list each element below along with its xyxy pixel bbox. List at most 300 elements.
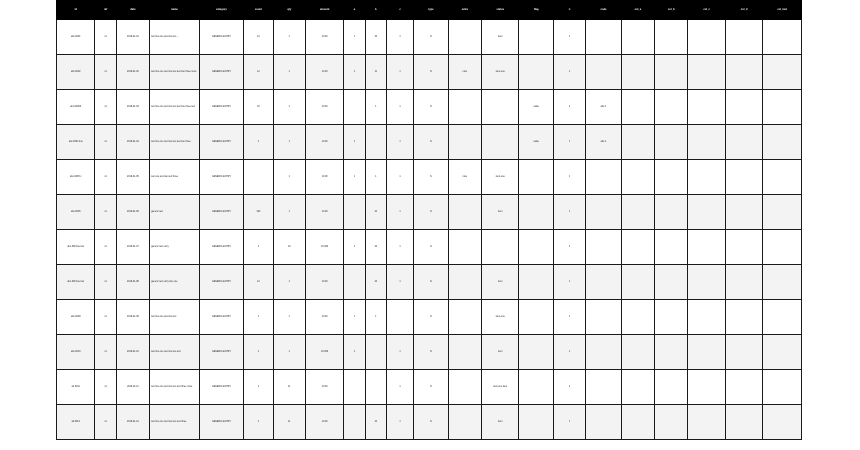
table-cell[interactable] <box>448 125 481 160</box>
table-row[interactable] <box>57 370 802 405</box>
table-cell[interactable] <box>725 195 762 230</box>
table-cell[interactable]: 2019-01-06 <box>116 195 149 230</box>
table-cell[interactable]: abc-000 line two <box>57 230 95 265</box>
table-cell[interactable]: 1 <box>273 19 305 55</box>
table-row[interactable] <box>57 335 802 370</box>
table-cell[interactable]: 2019-01-04 <box>116 125 149 160</box>
table-cell[interactable] <box>621 370 654 405</box>
table-cell[interactable]: 1 <box>344 335 365 370</box>
table-cell[interactable] <box>448 370 481 405</box>
table-cell[interactable]: value <box>519 90 553 125</box>
table-cell[interactable]: GENERIC-ENTRY <box>199 335 244 370</box>
table-cell[interactable] <box>448 265 481 300</box>
table-cell[interactable]: item-one item <box>482 370 519 405</box>
table-cell[interactable] <box>688 370 725 405</box>
table-cell[interactable]: 1 <box>244 125 273 160</box>
column-header[interactable]: code <box>586 1 621 20</box>
table-cell[interactable]: item-one <box>482 55 519 90</box>
table-cell[interactable] <box>725 370 762 405</box>
table-cell[interactable] <box>519 370 553 405</box>
table-cell[interactable]: abc-1 <box>586 125 621 160</box>
column-header[interactable]: col_last <box>763 1 802 20</box>
table-cell[interactable]: x1 <box>95 230 116 265</box>
table-cell[interactable]: GENERIC-ENTRY <box>199 19 244 55</box>
table-cell[interactable]: 1 <box>273 195 305 230</box>
table-cell[interactable]: abc-0004 line <box>57 125 95 160</box>
table-cell[interactable]: abc-1 <box>586 90 621 125</box>
table-cell[interactable]: 1 <box>365 160 386 195</box>
table-cell[interactable] <box>365 125 386 160</box>
column-header[interactable]: col_a <box>621 1 654 20</box>
column-header[interactable]: extra <box>448 1 481 20</box>
table-cell[interactable]: 1 <box>273 125 305 160</box>
table-cell[interactable]: 1 <box>273 335 305 370</box>
column-header[interactable]: category <box>199 1 244 20</box>
table-cell[interactable] <box>482 125 519 160</box>
table-cell[interactable]: 1 <box>365 90 386 125</box>
table-cell[interactable] <box>725 125 762 160</box>
table-cell[interactable] <box>448 90 481 125</box>
table-cell[interactable]: N <box>414 405 448 440</box>
column-header[interactable]: amount <box>305 1 343 20</box>
table-cell[interactable] <box>688 300 725 335</box>
table-cell[interactable]: 1 <box>386 55 413 90</box>
table-cell[interactable]: 1 <box>344 125 365 160</box>
table-cell[interactable]: 1 <box>273 300 305 335</box>
table-cell[interactable] <box>725 300 762 335</box>
table-cell[interactable] <box>655 160 688 195</box>
column-header[interactable]: status <box>482 1 519 20</box>
table-cell[interactable] <box>519 265 553 300</box>
table-cell[interactable] <box>688 335 725 370</box>
table-cell[interactable] <box>482 230 519 265</box>
table-cell[interactable] <box>763 370 802 405</box>
table-cell[interactable]: 1 <box>553 125 585 160</box>
table-cell[interactable] <box>586 230 621 265</box>
table-cell[interactable]: 12 <box>244 265 273 300</box>
table-cell[interactable] <box>763 19 802 55</box>
table-cell[interactable]: 1 <box>553 265 585 300</box>
table-cell[interactable]: N <box>414 19 448 55</box>
table-cell[interactable]: 1 <box>386 90 413 125</box>
table-cell[interactable] <box>586 19 621 55</box>
table-cell[interactable] <box>519 230 553 265</box>
table-cell[interactable]: GENERIC-ENTRY <box>199 90 244 125</box>
table-cell[interactable]: 1 <box>386 265 413 300</box>
table-cell[interactable] <box>586 195 621 230</box>
table-cell[interactable]: 100 <box>244 195 273 230</box>
table-cell[interactable]: abc-0010 <box>57 335 95 370</box>
table-cell[interactable] <box>655 230 688 265</box>
table-cell[interactable] <box>725 265 762 300</box>
table-cell[interactable] <box>763 125 802 160</box>
table-cell[interactable] <box>688 19 725 55</box>
table-cell[interactable] <box>519 335 553 370</box>
table-cell[interactable]: generic text <box>150 195 200 230</box>
table-cell[interactable]: 1 <box>386 230 413 265</box>
table-cell[interactable] <box>344 370 365 405</box>
data-table <box>56 0 802 440</box>
table-row[interactable] <box>57 195 802 230</box>
table-cell[interactable]: item <box>482 405 519 440</box>
table-cell[interactable]: 1 <box>553 19 585 55</box>
table-cell[interactable]: text line one text line two text three <box>150 405 200 440</box>
table-cell[interactable]: x1 <box>95 19 116 55</box>
table-cell[interactable] <box>448 335 481 370</box>
table-cell[interactable] <box>763 335 802 370</box>
table-cell[interactable]: 12 <box>244 19 273 55</box>
table-cell[interactable]: generic text entry line one <box>150 265 200 300</box>
column-header[interactable]: col_c <box>688 1 725 20</box>
table-cell[interactable]: 1 <box>386 19 413 55</box>
table-cell[interactable]: 1 <box>553 370 585 405</box>
table-cell[interactable] <box>725 19 762 55</box>
table-cell[interactable] <box>448 405 481 440</box>
table-cell[interactable]: 10.00 <box>305 19 343 55</box>
table-cell[interactable]: N <box>414 230 448 265</box>
table-cell[interactable]: N <box>414 370 448 405</box>
table-row[interactable] <box>57 125 802 160</box>
table-cell[interactable]: abc-0005 x <box>57 160 95 195</box>
column-header[interactable]: col_d <box>725 1 762 20</box>
table-cell[interactable] <box>655 300 688 335</box>
table-cell[interactable]: item-one <box>482 160 519 195</box>
table-cell[interactable] <box>586 265 621 300</box>
table-cell[interactable] <box>621 405 654 440</box>
table-cell[interactable]: 2019-01-02 <box>116 55 149 90</box>
column-header[interactable]: count <box>244 1 273 20</box>
table-cell[interactable] <box>725 335 762 370</box>
table-cell[interactable] <box>519 300 553 335</box>
table-cell[interactable] <box>763 405 802 440</box>
table-cell[interactable] <box>763 160 802 195</box>
table-cell[interactable] <box>655 405 688 440</box>
table-cell[interactable] <box>688 160 725 195</box>
table-cell[interactable]: 2019-01-05 <box>116 160 149 195</box>
table-cell[interactable] <box>586 55 621 90</box>
table-cell[interactable]: GENERIC-ENTRY <box>199 300 244 335</box>
table-cell[interactable]: N <box>414 335 448 370</box>
table-cell[interactable]: 2019-01-10 <box>116 335 149 370</box>
table-cell[interactable]: ab 0011 <box>57 370 95 405</box>
table-cell[interactable]: 1 <box>273 55 305 90</box>
table-cell[interactable]: item <box>482 195 519 230</box>
table-cell[interactable]: text line one text line two text line three <box>150 125 200 160</box>
table-cell[interactable]: x1 <box>95 90 116 125</box>
table-cell[interactable]: x1 <box>95 370 116 405</box>
table-cell[interactable] <box>688 125 725 160</box>
table-cell[interactable]: GENERIC-ENTRY <box>199 370 244 405</box>
table-cell[interactable]: text one text two text three <box>150 160 200 195</box>
table-cell[interactable] <box>519 55 553 90</box>
table-cell[interactable] <box>386 300 413 335</box>
table-cell[interactable]: 1 <box>553 335 585 370</box>
table-cell[interactable]: 10.00 <box>305 265 343 300</box>
table-cell[interactable] <box>344 90 365 125</box>
table-cell[interactable] <box>482 90 519 125</box>
table-cell[interactable]: N <box>414 55 448 90</box>
table-row[interactable] <box>57 19 802 55</box>
table-cell[interactable]: x1 <box>95 405 116 440</box>
table-cell[interactable]: text line one text line two text line three more <box>150 55 200 90</box>
table-cell[interactable]: 1 <box>273 90 305 125</box>
table-cell[interactable]: 1 <box>273 160 305 195</box>
table-cell[interactable]: abc-000 line two <box>57 265 95 300</box>
column-header[interactable]: name <box>150 1 200 20</box>
table-cell[interactable] <box>344 405 365 440</box>
table-cell[interactable]: abc-00003 <box>57 90 95 125</box>
table-cell[interactable]: GENERIC-ENTRY <box>199 195 244 230</box>
table-cell[interactable]: 10.00 <box>305 55 343 90</box>
column-header[interactable]: b <box>365 1 386 20</box>
table-cell[interactable]: 1 <box>273 265 305 300</box>
table-cell[interactable]: 1 <box>386 125 413 160</box>
table-cell[interactable]: item <box>482 265 519 300</box>
table-cell[interactable]: N <box>414 160 448 195</box>
table-cell[interactable]: 1 <box>244 335 273 370</box>
table-cell[interactable] <box>621 160 654 195</box>
column-header[interactable]: qty <box>273 1 305 20</box>
table-cell[interactable] <box>688 265 725 300</box>
table-cell[interactable] <box>621 230 654 265</box>
table-cell[interactable]: 11 <box>273 405 305 440</box>
table-cell[interactable] <box>519 160 553 195</box>
table-cell[interactable]: 1 <box>344 230 365 265</box>
table-cell[interactable]: x1 <box>95 55 116 90</box>
table-cell[interactable] <box>763 90 802 125</box>
table-cell[interactable] <box>725 55 762 90</box>
table-cell[interactable]: 1 <box>553 195 585 230</box>
table-cell[interactable] <box>586 300 621 335</box>
table-cell[interactable] <box>586 370 621 405</box>
table-cell[interactable] <box>365 370 386 405</box>
table-cell[interactable] <box>621 300 654 335</box>
table-row[interactable] <box>57 90 802 125</box>
column-header[interactable]: col_b <box>655 1 688 20</box>
table-cell[interactable]: GENERIC-ENTRY <box>199 265 244 300</box>
table-cell[interactable] <box>344 265 365 300</box>
table-cell[interactable]: 1 <box>553 160 585 195</box>
table-cell[interactable]: 1 <box>386 370 413 405</box>
table-row[interactable] <box>57 265 802 300</box>
table-cell[interactable]: GENERIC-ENTRY <box>199 405 244 440</box>
table-cell[interactable]: 10 <box>365 265 386 300</box>
table-cell[interactable]: 12 <box>244 55 273 90</box>
table-cell[interactable]: abc-0002 <box>57 55 95 90</box>
table-cell[interactable]: 10 <box>365 230 386 265</box>
table-cell[interactable] <box>655 125 688 160</box>
table-cell[interactable]: 10 <box>244 90 273 125</box>
table-cell[interactable] <box>688 195 725 230</box>
table-cell[interactable]: GENERIC-ENTRY <box>199 230 244 265</box>
table-cell[interactable] <box>725 230 762 265</box>
table-cell[interactable] <box>448 230 481 265</box>
table-cell[interactable]: text line one text line two text <box>150 335 200 370</box>
table-cell[interactable]: abc-0001 <box>57 19 95 55</box>
table-cell[interactable]: 2019-01-12 <box>116 405 149 440</box>
table-cell[interactable]: 1 <box>553 405 585 440</box>
table-cell[interactable]: 1 <box>244 230 273 265</box>
table-cell[interactable] <box>655 335 688 370</box>
table-cell[interactable]: 1 <box>244 370 273 405</box>
table-cell[interactable] <box>688 55 725 90</box>
table-cell[interactable] <box>763 265 802 300</box>
table-cell[interactable] <box>344 195 365 230</box>
column-header[interactable]: c <box>386 1 413 20</box>
table-cell[interactable] <box>519 19 553 55</box>
table-body <box>57 19 802 440</box>
table-cell[interactable]: item <box>482 19 519 55</box>
table-cell[interactable]: 1 <box>553 90 585 125</box>
table-cell[interactable]: 1 <box>344 300 365 335</box>
table-cell[interactable] <box>655 370 688 405</box>
table-cell[interactable] <box>655 55 688 90</box>
table-cell[interactable]: 1 <box>386 335 413 370</box>
table-cell[interactable]: 2019-01-09 <box>116 300 149 335</box>
table-cell[interactable] <box>621 125 654 160</box>
table-cell[interactable]: 10.00 <box>305 195 343 230</box>
table-cell[interactable]: 10 <box>365 195 386 230</box>
table-cell[interactable] <box>365 335 386 370</box>
table-cell[interactable] <box>519 405 553 440</box>
table-cell[interactable]: GENERIC-ENTRY <box>199 160 244 195</box>
table-cell[interactable] <box>448 195 481 230</box>
table-cell[interactable] <box>448 300 481 335</box>
table-cell[interactable]: 1 <box>244 300 273 335</box>
table-cell[interactable]: item <box>482 335 519 370</box>
table-row[interactable] <box>57 160 802 195</box>
table-cell[interactable]: 10 <box>273 230 305 265</box>
table-cell[interactable]: 1 <box>365 300 386 335</box>
table-cell[interactable]: 2019-01-07 <box>116 230 149 265</box>
table-cell[interactable]: 1 <box>553 230 585 265</box>
column-header[interactable]: id <box>57 1 95 20</box>
table-cell[interactable]: 1 <box>344 160 365 195</box>
table-cell[interactable]: 1 <box>344 19 365 55</box>
table-cell[interactable]: x1 <box>95 125 116 160</box>
table-cell[interactable]: text line one text line two text line three text <box>150 90 200 125</box>
table-cell[interactable]: 2019-01-03 <box>116 90 149 125</box>
table-cell[interactable]: 1 <box>386 405 413 440</box>
table-cell[interactable]: 2019-01-08 <box>116 265 149 300</box>
table-cell[interactable] <box>621 265 654 300</box>
table-cell[interactable] <box>725 405 762 440</box>
table-cell[interactable]: generic text entry <box>150 230 200 265</box>
column-header[interactable]: a <box>344 1 365 20</box>
table-cell[interactable]: x1 <box>95 335 116 370</box>
table-cell[interactable]: N <box>414 90 448 125</box>
table-cell[interactable] <box>586 160 621 195</box>
table-cell[interactable] <box>655 90 688 125</box>
table-cell[interactable]: text line one text line two text three more <box>150 370 200 405</box>
table-cell[interactable]: GENERIC-ENTRY <box>199 125 244 160</box>
column-header[interactable]: type <box>414 1 448 20</box>
table-cell[interactable] <box>244 160 273 195</box>
table-row[interactable] <box>57 55 802 90</box>
table-cell[interactable]: ab 0012 <box>57 405 95 440</box>
table-cell[interactable]: 1 <box>244 405 273 440</box>
table-cell[interactable]: 1 <box>553 55 585 90</box>
table-cell[interactable] <box>621 195 654 230</box>
table-cell[interactable]: note <box>448 55 481 90</box>
table-cell[interactable]: 10.000 <box>305 230 343 265</box>
table-cell[interactable]: 2019-01-11 <box>116 370 149 405</box>
table-cell[interactable]: 11 <box>365 55 386 90</box>
column-header[interactable]: n <box>553 1 585 20</box>
table-cell[interactable]: 1 <box>386 160 413 195</box>
table-cell[interactable] <box>763 300 802 335</box>
table-cell[interactable]: 10 <box>365 19 386 55</box>
table-cell[interactable]: text line one text line two <box>150 300 200 335</box>
table-cell[interactable] <box>448 19 481 55</box>
table-cell[interactable]: N <box>414 125 448 160</box>
table-cell[interactable]: x1 <box>95 160 116 195</box>
table-cell[interactable]: 10 <box>365 405 386 440</box>
table-row[interactable] <box>57 230 802 265</box>
column-header[interactable]: ref <box>95 1 116 20</box>
table-cell[interactable]: 1 <box>344 55 365 90</box>
table-cell[interactable] <box>621 90 654 125</box>
table-cell[interactable] <box>621 335 654 370</box>
table-cell[interactable]: abc-0009 <box>57 300 95 335</box>
table-cell[interactable]: 1 <box>553 300 585 335</box>
table-cell[interactable] <box>763 230 802 265</box>
table-cell[interactable]: 10.000 <box>305 335 343 370</box>
table-cell[interactable] <box>621 55 654 90</box>
table-cell[interactable]: 10.00 <box>305 300 343 335</box>
table-cell[interactable]: x1 <box>95 265 116 300</box>
table-cell[interactable]: 10.00 <box>305 405 343 440</box>
table-cell[interactable]: item-one <box>482 300 519 335</box>
column-header[interactable]: date <box>116 1 149 20</box>
table-cell[interactable] <box>655 265 688 300</box>
column-header[interactable]: flag <box>519 1 553 20</box>
table-cell[interactable]: x1 <box>95 300 116 335</box>
table-cell[interactable] <box>725 160 762 195</box>
table-cell[interactable]: 11 <box>273 370 305 405</box>
table-cell[interactable]: abc-0006 <box>57 195 95 230</box>
table-cell[interactable]: 10.00 <box>305 160 343 195</box>
table-cell[interactable]: 1 <box>386 195 413 230</box>
table-cell[interactable] <box>688 230 725 265</box>
table-cell[interactable] <box>688 90 725 125</box>
table-cell[interactable] <box>763 55 802 90</box>
table-row[interactable] <box>57 300 802 335</box>
table-row[interactable] <box>57 405 802 440</box>
table-cell[interactable] <box>763 195 802 230</box>
table-cell[interactable] <box>725 90 762 125</box>
table-cell[interactable]: text line one text line two ... <box>150 19 200 55</box>
table-cell[interactable]: 10.00 <box>305 370 343 405</box>
table-cell[interactable]: N <box>414 300 448 335</box>
table-cell[interactable]: note <box>448 160 481 195</box>
table-cell[interactable]: 10.00 <box>305 90 343 125</box>
table-cell[interactable] <box>655 19 688 55</box>
table-cell[interactable] <box>586 405 621 440</box>
table-cell[interactable]: N <box>414 265 448 300</box>
table-cell[interactable] <box>621 19 654 55</box>
table-cell[interactable]: x1 <box>95 195 116 230</box>
table-cell[interactable]: 10.00 <box>305 125 343 160</box>
table-cell[interactable] <box>655 195 688 230</box>
table-cell[interactable]: N <box>414 195 448 230</box>
table-cell[interactable]: value <box>519 125 553 160</box>
table-cell[interactable] <box>519 195 553 230</box>
table-cell[interactable] <box>688 405 725 440</box>
table-cell[interactable] <box>586 335 621 370</box>
table-cell[interactable]: 2019-01-01 <box>116 19 149 55</box>
table-cell[interactable]: GENERIC-ENTRY <box>199 55 244 90</box>
